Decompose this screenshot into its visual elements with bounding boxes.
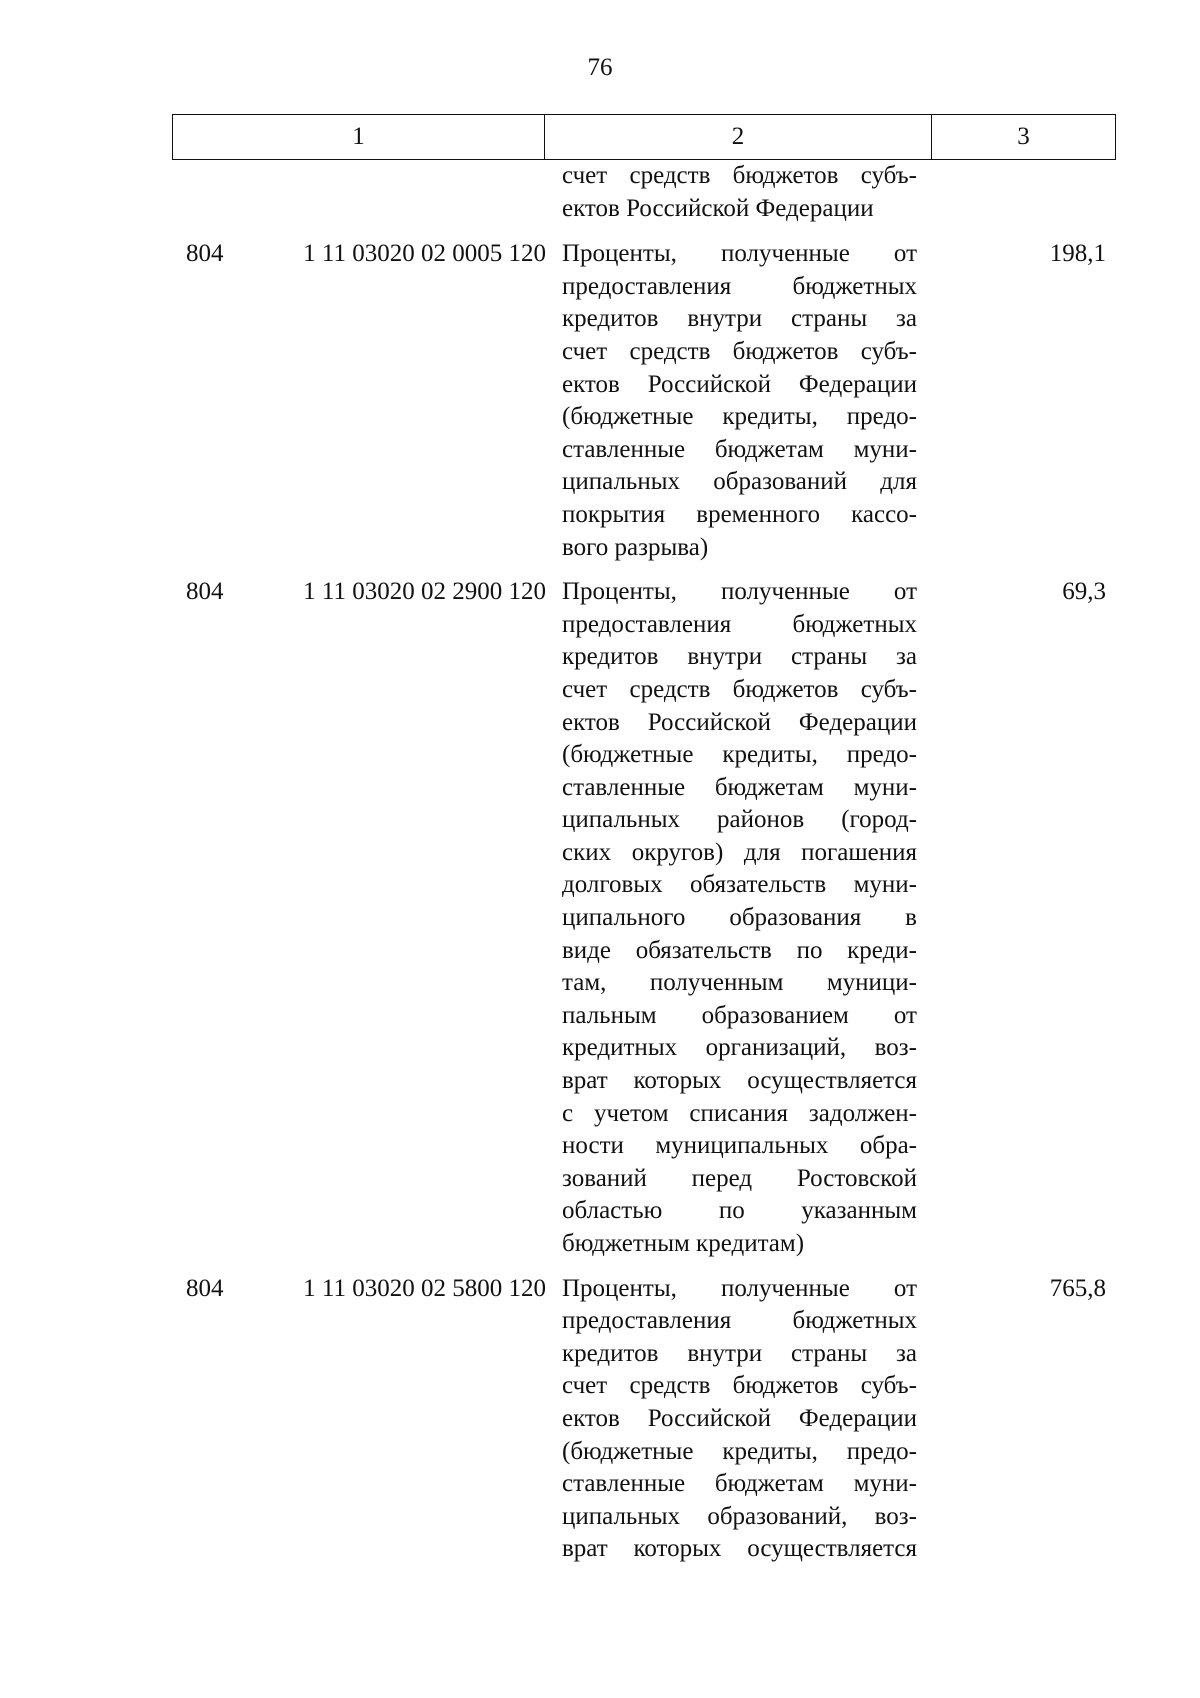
amount-cell <box>917 160 1116 225</box>
description-line: ставленные бюджетам муни- <box>562 773 917 801</box>
description-line: ектов Российской Федерации <box>562 370 917 398</box>
description-line: ставленные бюджетам муни- <box>562 435 917 463</box>
description-cell <box>550 576 917 1260</box>
description-line: счет средств бюджетов субъ- <box>562 675 917 703</box>
description-line: с учетом списания задолжен- <box>562 1099 917 1127</box>
description-line: кредитов внутри страны за <box>562 305 917 333</box>
description-line: кредитных организаций, воз- <box>562 1034 917 1062</box>
admin-code-cell: 804 <box>186 1274 224 1302</box>
description-line: (бюджетные кредиты, предо- <box>562 403 917 431</box>
table-row-continuation <box>172 160 1116 225</box>
table-row <box>172 576 1116 1260</box>
description-line: счет средств бюджетов субъ- <box>562 162 917 189</box>
description-line: виде обязательств по креди- <box>562 936 917 964</box>
description-line: вого разрыва) <box>562 533 709 561</box>
description-line: врат которых осуществляется <box>562 1067 917 1095</box>
table-row <box>172 1273 1116 1566</box>
header-col-2: 2 <box>545 115 932 159</box>
description-line: долговых обязательств муни- <box>562 871 917 899</box>
description-line: ности муниципальных обра- <box>562 1132 917 1160</box>
admin-code-cell <box>172 160 234 225</box>
description-line: пальным образованием от <box>562 1001 917 1029</box>
description-line: зований перед Ростовской <box>562 1164 917 1192</box>
description-line: областью по указанным <box>562 1197 917 1225</box>
table-body <box>172 160 1116 1578</box>
description-line: ципальных районов (город- <box>562 806 917 834</box>
revenue-code-cell: 1 11 03020 02 0005 120 <box>303 240 546 268</box>
description-line: предоставления бюджетных <box>562 610 917 638</box>
description-line: ектов Российской Федерации <box>562 1404 917 1432</box>
description-line: врат которых осуществляется <box>562 1535 917 1563</box>
description-line: ектов Российской Федерации <box>562 194 874 222</box>
description-line: ципальных образований, воз- <box>562 1502 917 1530</box>
description-line: Проценты, полученные от <box>562 1274 917 1302</box>
description-line: (бюджетные кредиты, предо- <box>562 741 917 769</box>
description-line: покрытия временного кассо- <box>562 500 917 528</box>
amount-cell: 69,3 <box>1062 578 1106 606</box>
description-line: ектов Российской Федерации <box>562 708 917 736</box>
header-col-1: 1 <box>173 115 545 159</box>
description-line: Проценты, полученные от <box>562 240 917 268</box>
description-line: счет средств бюджетов субъ- <box>562 1372 917 1400</box>
table-row <box>172 238 1116 564</box>
revenue-code-cell: 1 11 03020 02 2900 120 <box>303 578 546 606</box>
amount-cell: 765,8 <box>1049 1274 1106 1302</box>
description-line: предоставления бюджетных <box>562 272 917 300</box>
description-line: предоставления бюджетных <box>562 1307 917 1335</box>
description-cell <box>550 238 917 564</box>
description-line: Проценты, полученные от <box>562 578 917 606</box>
description-line: (бюджетные кредиты, предо- <box>562 1437 917 1465</box>
description-cell <box>550 1273 917 1566</box>
revenue-code-cell <box>234 160 550 225</box>
description-line: там, полученным муници- <box>562 969 917 997</box>
table-header <box>172 114 1116 160</box>
page-number: 76 <box>587 54 613 81</box>
description-line: счет средств бюджетов субъ- <box>562 337 917 365</box>
admin-code-cell: 804 <box>186 578 224 606</box>
description-line: ципальных образований для <box>562 468 917 496</box>
description-line: кредитов внутри страны за <box>562 643 917 671</box>
revenue-code-cell: 1 11 03020 02 5800 120 <box>303 1274 546 1302</box>
description-line: кредитов внутри страны за <box>562 1339 917 1367</box>
description-cell <box>550 160 917 225</box>
admin-code-cell: 804 <box>186 240 224 268</box>
amount-cell: 198,1 <box>1049 240 1106 268</box>
description-line: бюджетным кредитам) <box>562 1230 805 1257</box>
description-line: ципального образования в <box>562 904 917 932</box>
description-line: ских округов) для погашения <box>562 838 917 866</box>
header-col-3: 3 <box>1017 123 1030 150</box>
description-line: ставленные бюджетам муни- <box>562 1470 917 1498</box>
